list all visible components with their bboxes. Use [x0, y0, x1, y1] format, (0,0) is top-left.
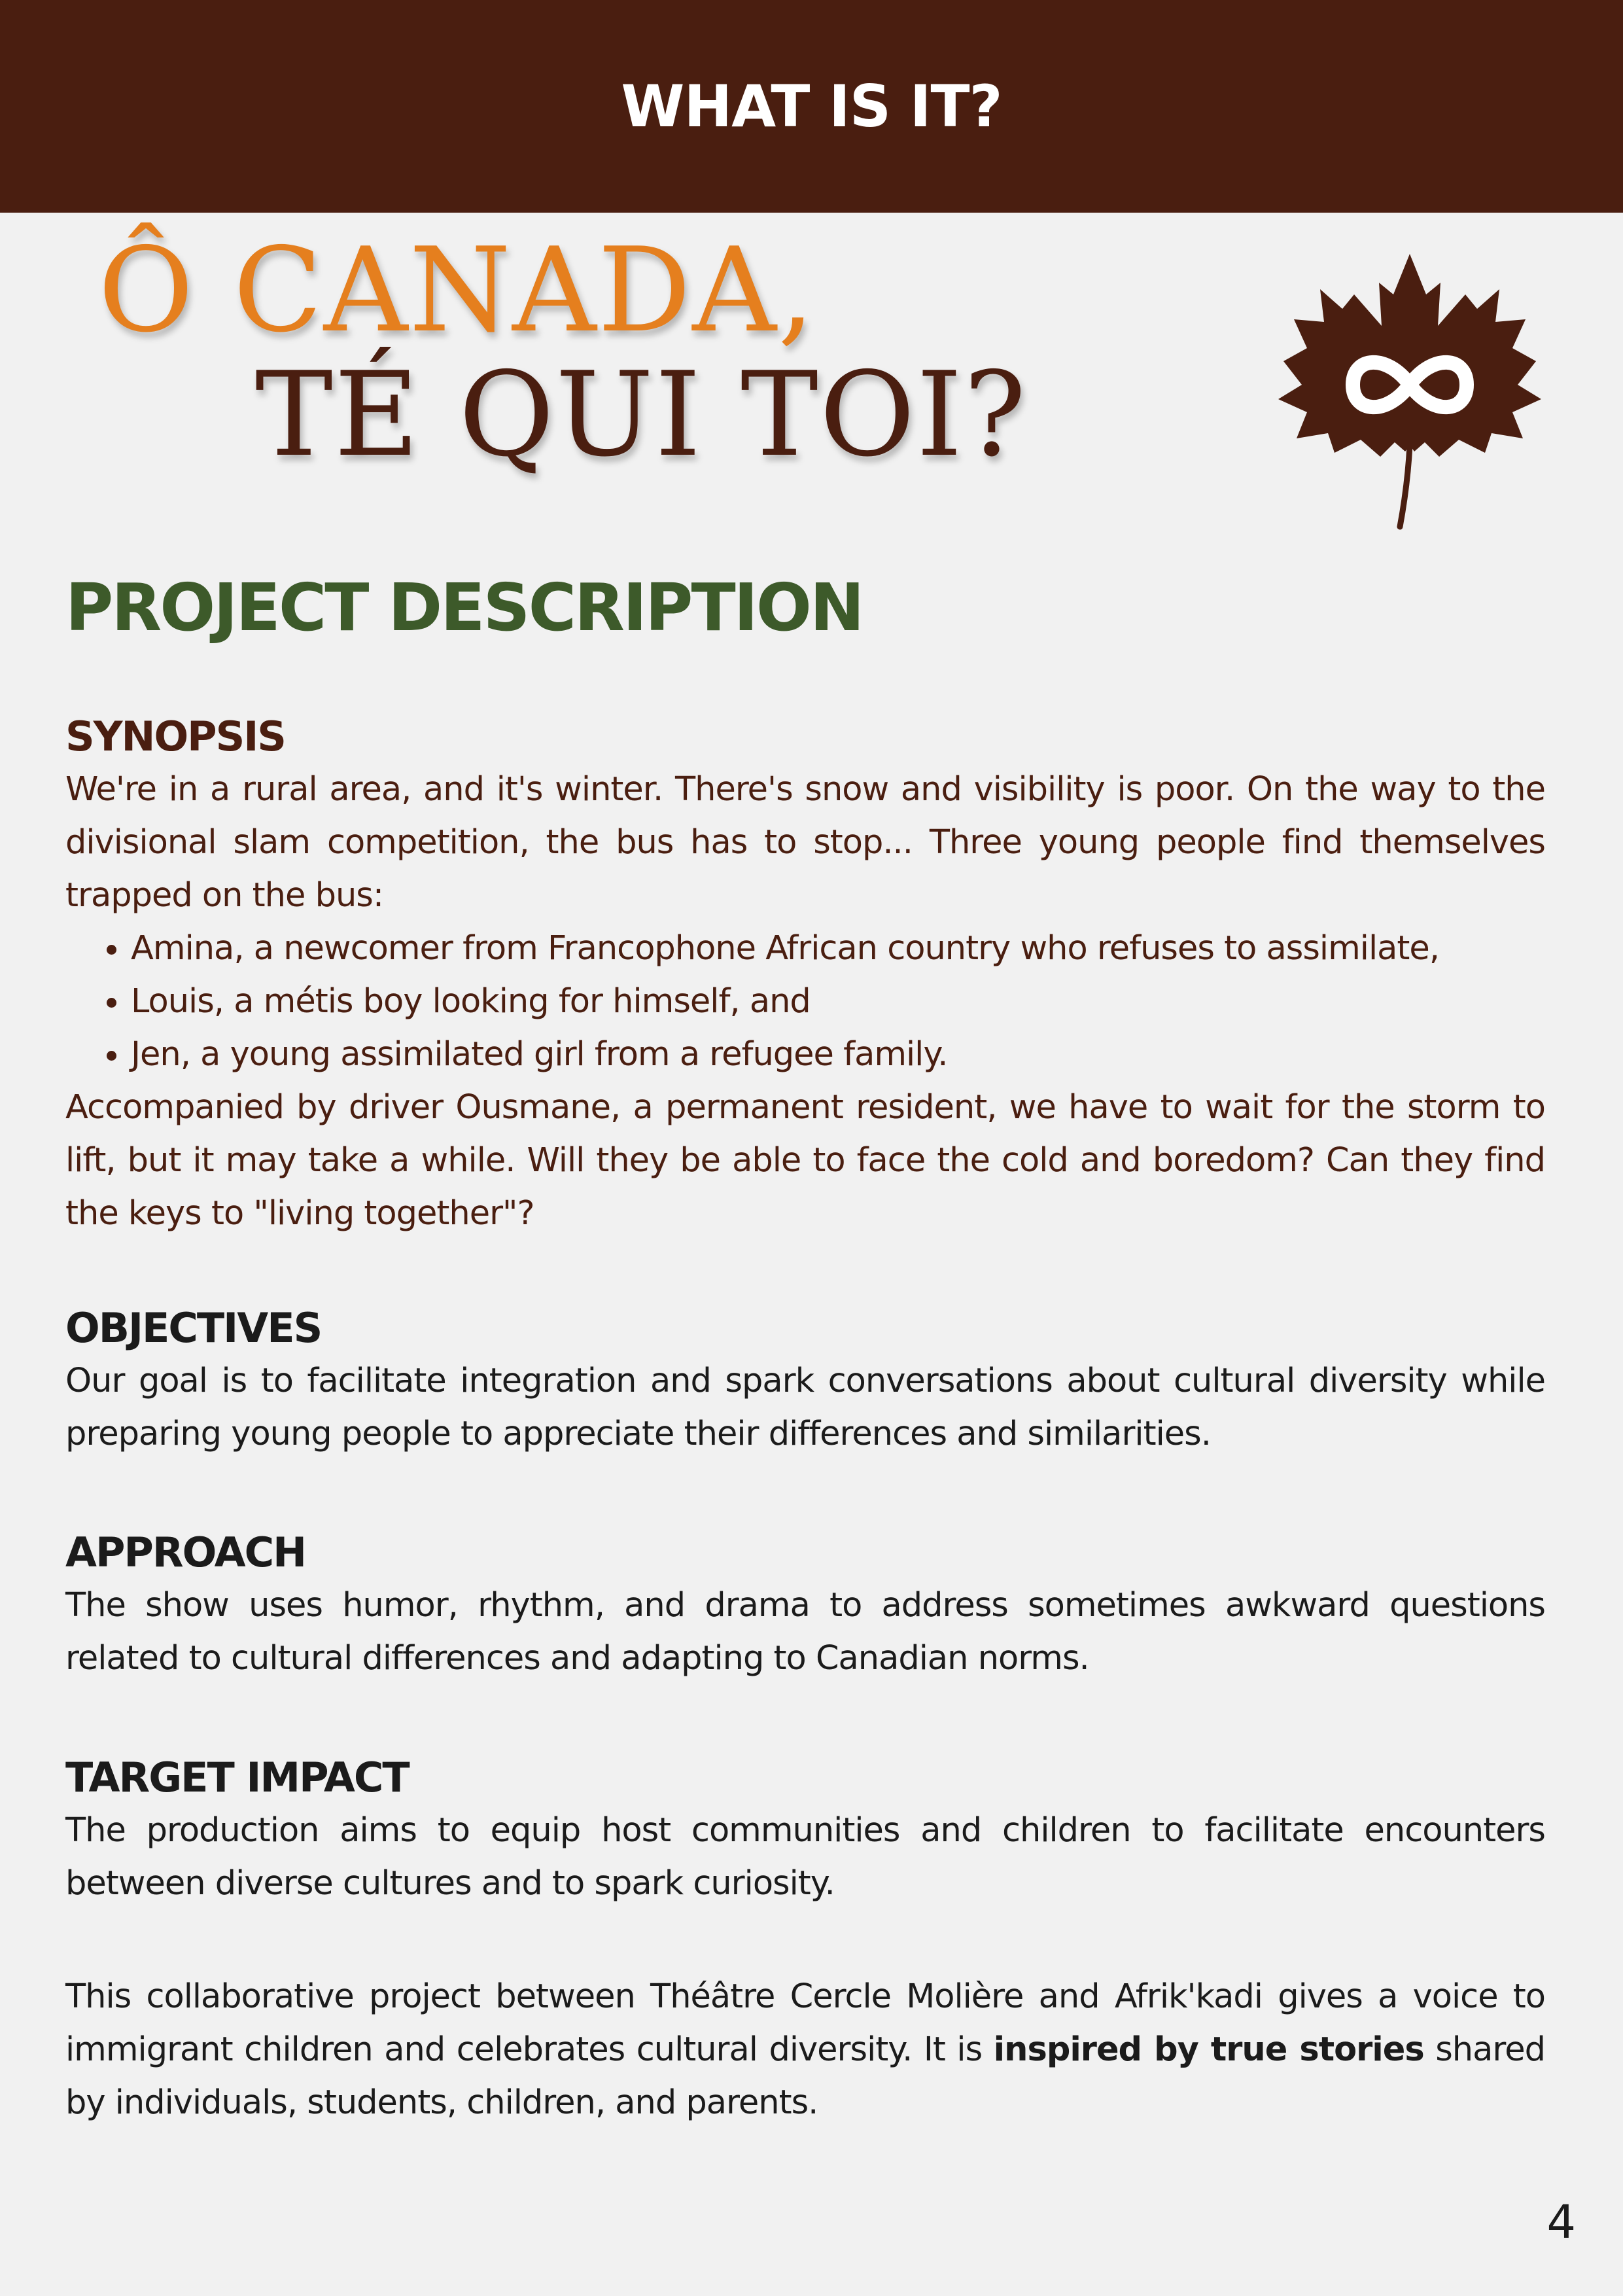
target-impact-section — [65, 1752, 1545, 1910]
objectives-section — [65, 1302, 1545, 1460]
show-title-line-1: Ô CANADA, — [98, 222, 816, 358]
list-item: • Louis, a métis boy looking for himself, and — [131, 975, 1545, 1028]
closing-section — [65, 1970, 1545, 2129]
approach-heading: APPROACH — [65, 1528, 306, 1576]
maple-leaf-infinity-icon — [1269, 249, 1550, 537]
closing-text-bold: inspired by true stories — [993, 2030, 1424, 2069]
header-title: WHAT IS IT? — [621, 73, 1002, 140]
objectives-text: Our goal is to facilitate integration and spark conversations about cultural diversity while preparing young people to appreciate their differences and similarities. — [65, 1362, 1545, 1453]
page-header — [0, 0, 1623, 213]
page-number: 4 — [1546, 2195, 1576, 2249]
synopsis-outro: Accompanied by driver Ousmane, a permanent resident, we have to wait for the storm to lift, but it may take a while. Will they be able to face the cold and boredom? Can they find the keys to "living together"? — [65, 1088, 1545, 1233]
character-list — [65, 922, 1545, 1081]
target-impact-text: The production aims to equip host communities and children to facilitate encounters between diverse cultures and to spark curiosity. — [65, 1811, 1545, 1903]
maple-leaf-shape — [1278, 254, 1541, 457]
approach-text: The show uses humor, rhythm, and drama to address sometimes awkward questions related to cultural differences and adapting to Canadian norms. — [65, 1586, 1545, 1678]
list-item: • Jen, a young assimilated girl from a refugee family. — [131, 1028, 1545, 1081]
project-description-heading: PROJECT DESCRIPTION — [65, 569, 863, 646]
synopsis-intro: We're in a rural area, and it's winter. There's snow and visibility is poor. On the way to the divisional slam competition, the bus has to stop... Three young people find themselves trapped on the bus: — [65, 770, 1545, 915]
show-title-line-2: TÉ QUI TOI? — [255, 347, 1028, 482]
synopsis-section — [65, 711, 1545, 1240]
closing-text-end: shared by individuals, students, children, and parents. — [65, 2030, 1545, 2122]
synopsis-heading: SYNOPSIS — [65, 713, 285, 760]
approach-section — [65, 1527, 1545, 1685]
leaf-stem — [1400, 445, 1410, 527]
target-impact-heading: TARGET IMPACT — [65, 1754, 409, 1801]
closing-text-start: This collaborative project between Théâtre Cercle Molière and Afrik'kadi gives a voice to immigrant children and celebrates cultural diversity. It is — [65, 1977, 1545, 2069]
closing-paragraph — [65, 1970, 1545, 2129]
objectives-heading: OBJECTIVES — [65, 1304, 322, 1352]
list-item: • Amina, a newcomer from Francophone African country who refuses to assimilate, — [131, 922, 1545, 975]
